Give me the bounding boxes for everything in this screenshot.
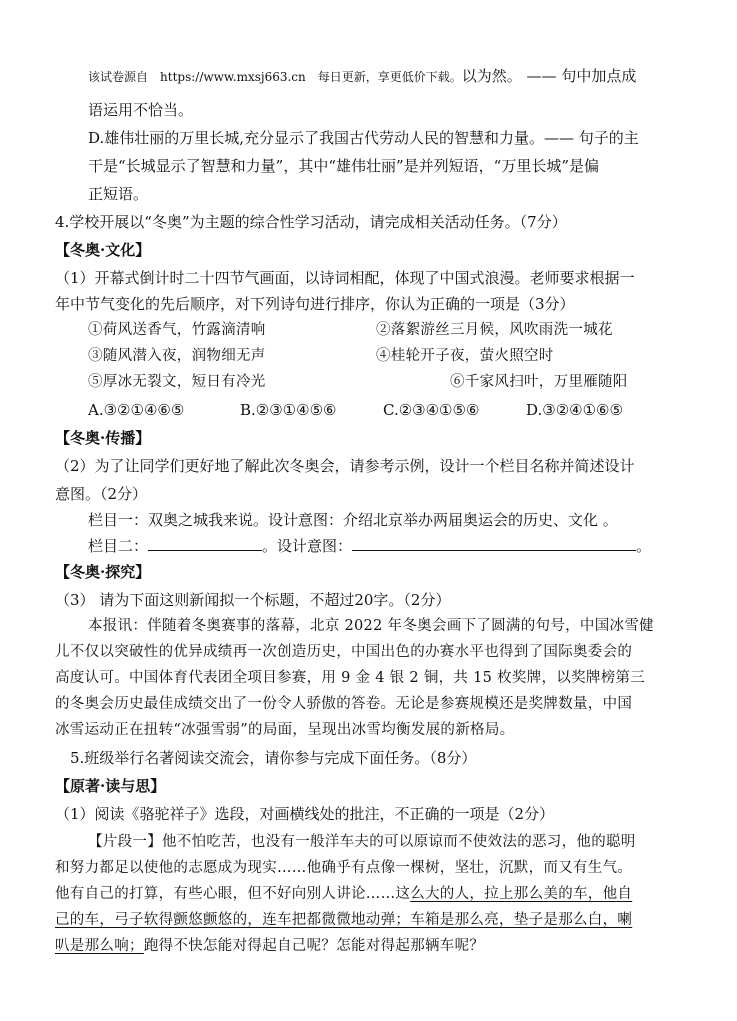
q4-option-a[interactable]: A.③②①④⑥⑤ — [88, 401, 185, 419]
news-line-5: 冰雪运动正在扭转“冰强雪弱”的局面，呈现出冰雪均衡发展的新格局。 — [55, 722, 515, 738]
q4-option-b[interactable]: B.②③①④⑤⑥ — [240, 401, 337, 419]
poem-1: ①荷风送香气，竹露滴清响 — [88, 322, 266, 338]
q3-option-d-line1: D.雄伟壮丽的万里长城,充分显示了我国古代劳动人民的智慧和力量。—— 句子的主 — [88, 129, 639, 147]
poem-5: ⑤厚冰无裂文，短日有冷光 — [88, 374, 266, 390]
column-two-label: 栏目二： — [88, 537, 149, 555]
q5-section-read: 【原著·读与思】 — [55, 777, 166, 795]
fragment-line-2: 和努力都足以使他的志愿成为现实……他确乎有点像一棵树，坚壮，沉默，而又有生气。 — [55, 860, 633, 876]
q5-intro: 5.班级举行名著阅读交流会，请你参与完成下面任务。（8分） — [70, 749, 477, 767]
fragment-line-5 — [55, 936, 484, 956]
column-two-line — [88, 536, 651, 556]
q4-part3: （3） 请为下面这则新闻拟一个标题，不超过20字。（2分） — [55, 591, 451, 609]
fragment-line-4: 己的车，弓子软得颤悠颤悠的，连车把都微微地动弹；车箱是那么亮，垫子是那么白，喇 — [55, 912, 633, 928]
column-two-end: 。 — [636, 537, 652, 555]
header-source: 该试卷源自 — [88, 70, 149, 84]
news-line-2: 儿不仅以突破性的优异成绩再一次创造历史，中国出色的办赛水平也得到了国际奥委会的 — [55, 644, 633, 660]
column-name-blank[interactable] — [148, 536, 262, 551]
fragment-line-3-underlined: 么大的人，拉上那么美的车，他自 — [410, 886, 633, 902]
column-two-intent-label: 。设计意图： — [262, 537, 353, 555]
header-url[interactable]: https://www.mxsj663.cn — [160, 70, 306, 84]
news-line-4: 的冬奥会历史最佳成绩交出了一份令人骄傲的答卷。无论是参赛规模还是奖牌数量，中国 — [55, 696, 633, 712]
header-line — [88, 66, 636, 87]
poem-2: ②落絮游丝三月候，风吹雨洗一城花 — [376, 322, 613, 338]
poem-3: ③随风潜入夜，润物细无声 — [88, 348, 266, 364]
q4-option-c[interactable]: C.②③④①⑤⑥ — [383, 401, 480, 419]
q4-section-culture: 【冬奥·文化】 — [55, 241, 151, 259]
q3-line1: 语运用不恰当。 — [88, 101, 194, 119]
q3-option-d-line2: 干是“长城显示了智慧和力量”，其中“雄伟壮丽”是并列短语，“万里长城”是偏 — [88, 157, 600, 175]
q4-option-d[interactable]: D.③②④①⑥⑤ — [526, 401, 623, 419]
poem-4: ④桂轮开子夜，萤火照空时 — [376, 348, 554, 364]
q5-part1: （1）阅读《骆驼祥子》选段，对画横线处的批注，不正确的一项是（2分） — [55, 805, 555, 823]
q3-option-d-line3: 正短语。 — [88, 185, 149, 203]
fragment-line-3-plain: 他有自己的打算，有些心眼，但不好向别人讲论……这 — [55, 886, 411, 902]
column-example: 栏目一：双奥之城我来说。设计意图：介绍北京举办两届奥运会的历史、文化 。 — [88, 511, 618, 529]
poem-6: ⑥千家风扫叶，万里雁随阳 — [450, 374, 628, 390]
fragment-line-3 — [55, 884, 632, 904]
news-line-1: 本报讯：伴随着冬奥赛事的落幕，北京 2022 年冬奥会画下了圆满的句号，中国冰雪健 — [88, 618, 654, 634]
q4-part1-line1: （1）开幕式倒计时二十四节气画面，以诗词相配，体现了中国式浪漫。老师要求根据一 — [55, 269, 635, 287]
news-line-3: 高度认可。中国体育代表团全项目参赛，用 9 金 4 银 2 铜，共 15 枚奖牌，以奖牌榜第三 — [55, 670, 646, 686]
q4-intro: 4.学校开展以“冬奥”为主题的综合性学习活动，请完成相关活动任务。（7分） — [55, 213, 567, 231]
q4-part2-line2: 意图。（2分） — [55, 485, 148, 503]
q4-part2-line1: （2）为了让同学们更好地了解此次冬奥会，请参考示例，设计一个栏目名称并简述设计 — [55, 457, 635, 475]
column-intent-blank[interactable] — [352, 536, 636, 551]
header-note: 每日更新，享更低价下载。 — [317, 70, 462, 84]
fragment-line-5-plain: 跑得不快怎能对得起自己呢？怎能对得起那辆车呢？ — [143, 938, 485, 954]
fragment-line-1: 【片段一】他不怕吃苦，也没有一般洋车夫的可以原谅而不使效法的恶习，他的聪明 — [88, 834, 636, 850]
q4-section-spread: 【冬奥·传播】 — [55, 429, 151, 447]
header-tail: 以为然。 —— 句中加点成 — [461, 67, 637, 85]
fragment-line-5-underlined: 叭是那么响； — [55, 938, 144, 954]
q4-section-explore: 【冬奥·探究】 — [55, 563, 151, 581]
q4-part1-line2: 年中节气变化的先后顺序，对下列诗句进行排序，你认为正确的一项是（3分） — [55, 295, 575, 313]
